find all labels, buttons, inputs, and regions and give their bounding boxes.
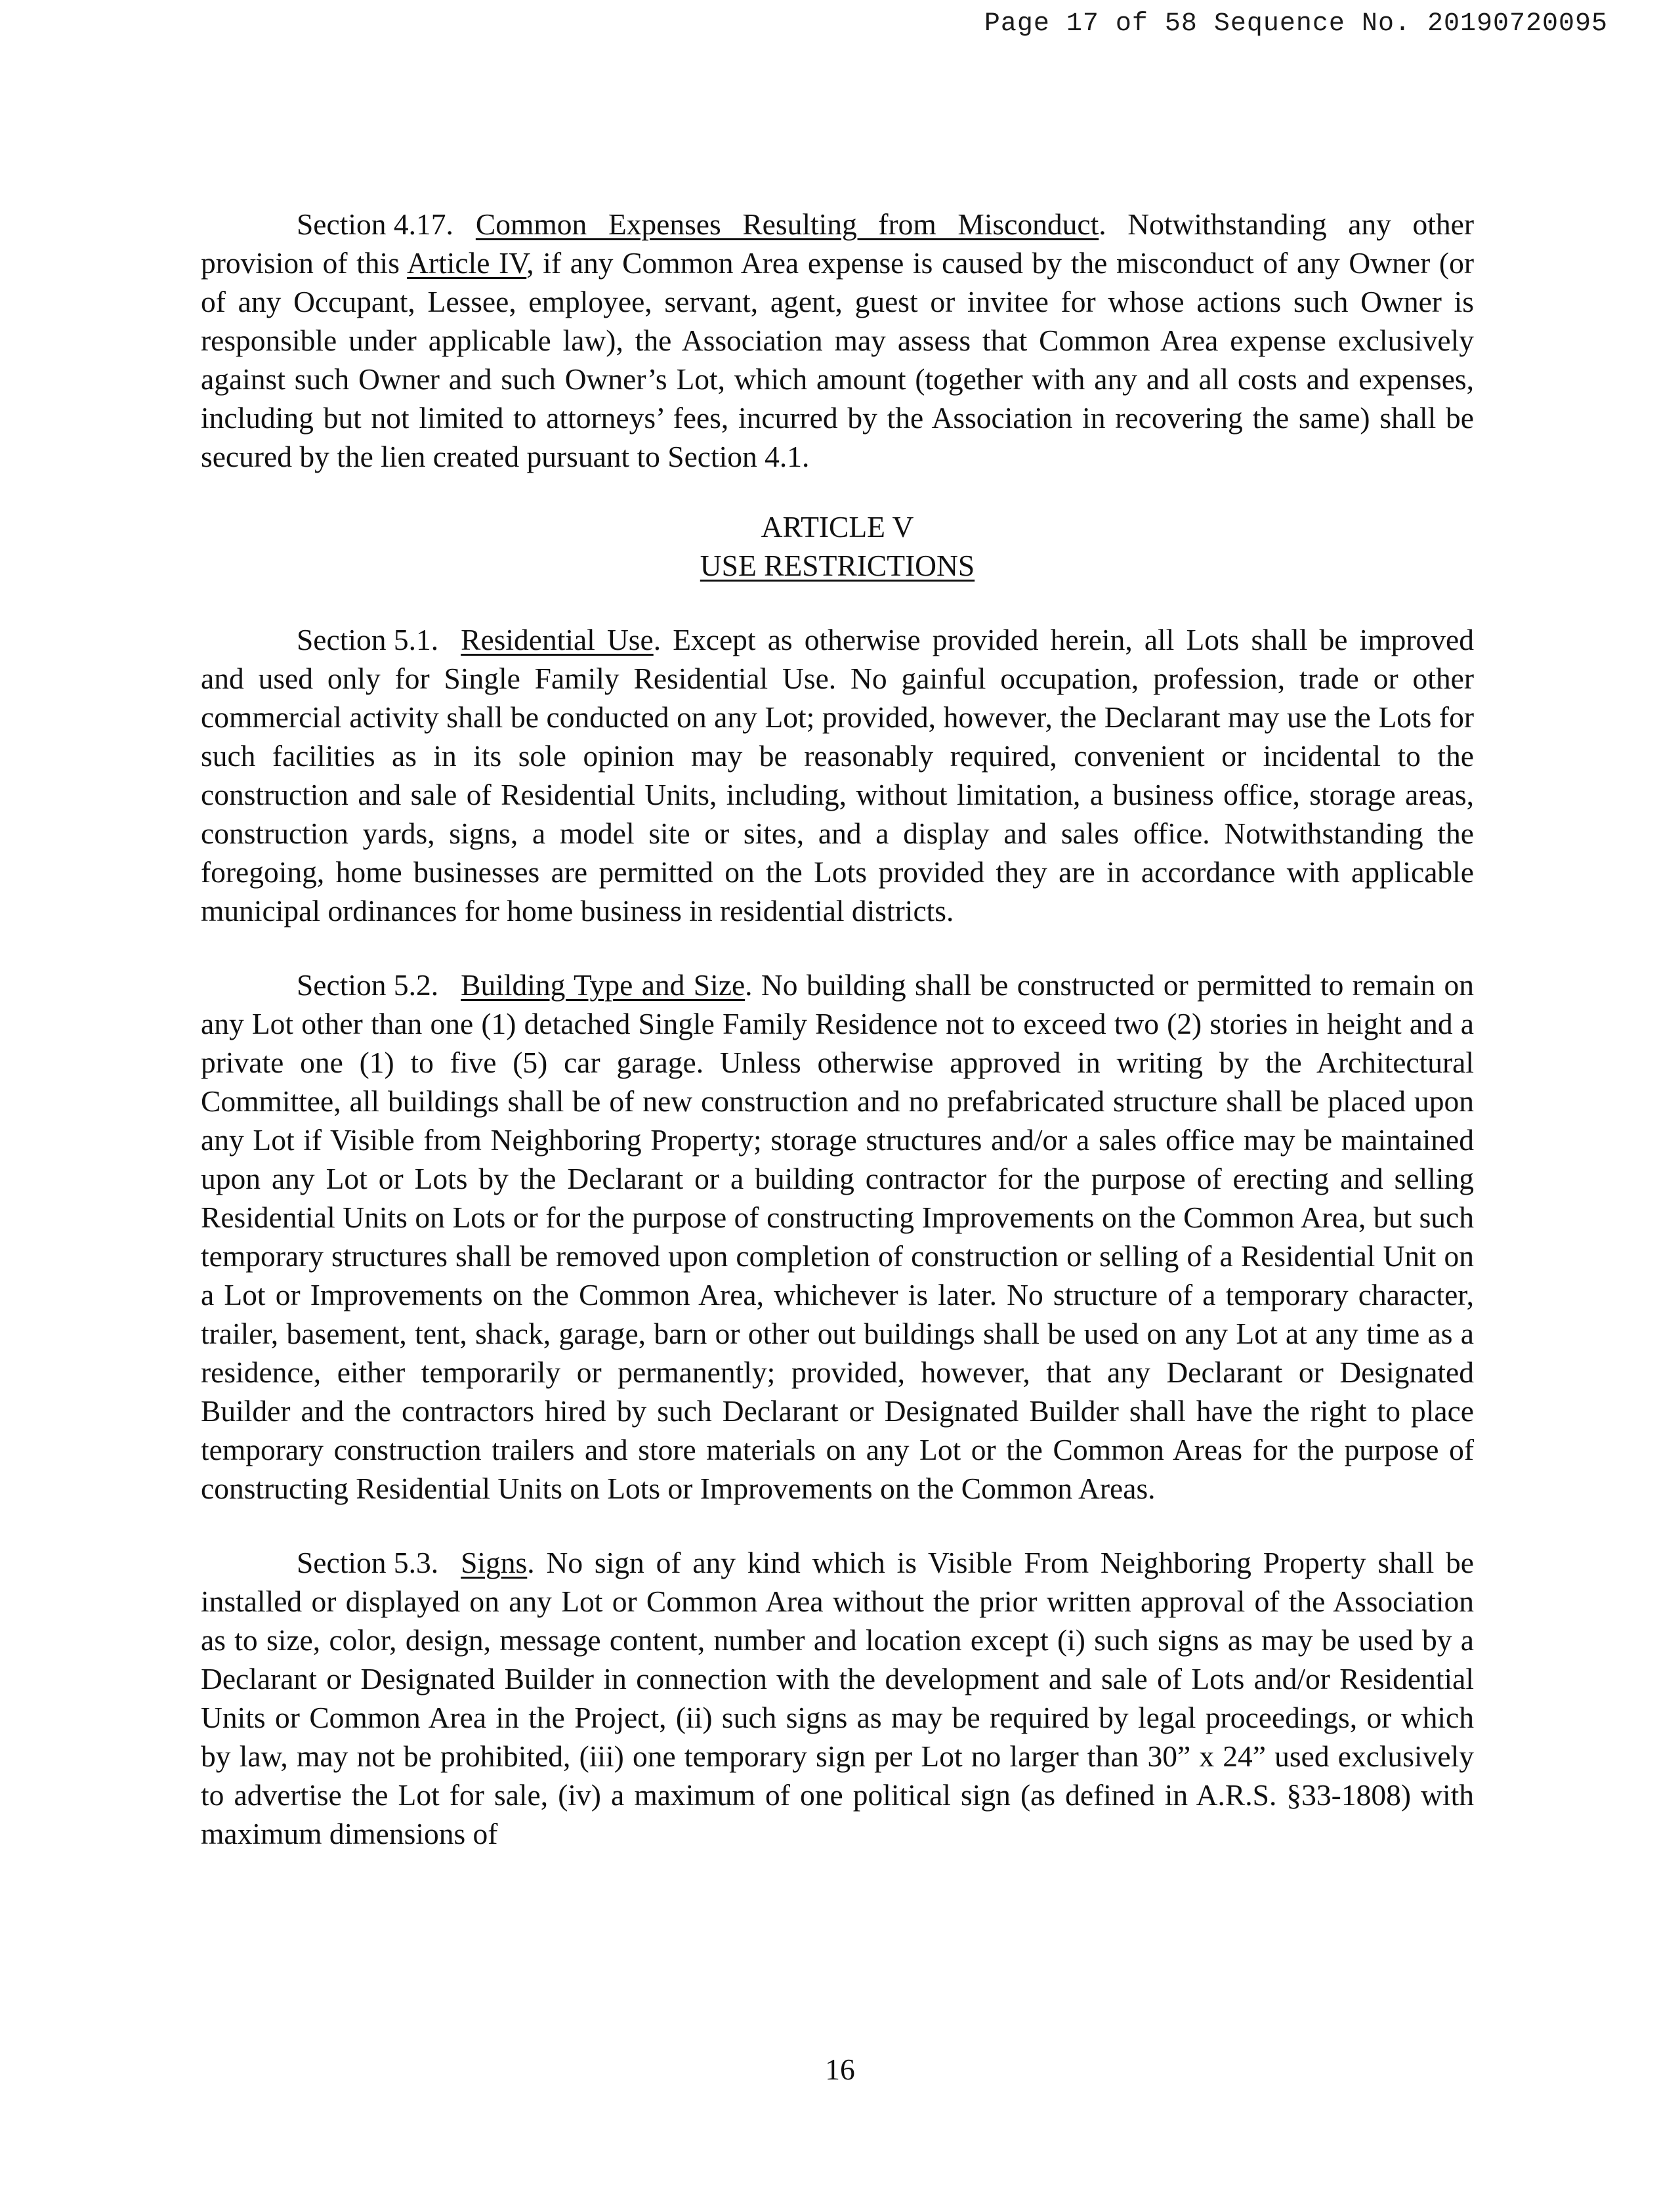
section-number: Section 5.3. xyxy=(297,1546,439,1579)
article-heading xyxy=(201,507,1474,585)
section-4-17 xyxy=(201,205,1474,476)
section-5-3 xyxy=(201,1543,1474,1853)
section-text: . Notwithstanding any other provision of this xyxy=(201,207,1474,280)
section-title: Common Expenses Resulting from Misconduct xyxy=(475,207,1099,241)
section-text: . No building shall be constructed or permitted to remain on any Lot other than one (1) detached Single Family Residence not to exceed two (2) stories in height and a private one (1) to five (5) car garage. Unless otherwise approved in writing by the Architectural Committee, all buildings shall be of new construction and no prefabricated structure shall be placed upon any Lot if Visible from Neighboring Property; storage structures and/or a sales office may be maintained upon any Lot or Lots by the Declarant or a building contractor for the purpose of erecting and selling Residential Units on Lots or for the purpose of constructing Improvements on the Common Area, but such temporary structures shall be removed upon completion of construction or selling of a Residential Unit on a Lot or Improvements on the Common Area, whichever is later. No structure of a temporary character, trailer, basement, tent, shack, garage, barn or other out buildings shall be used on any Lot at any time as a residence, either temporarily or permanently; provided, however, that any Declarant or Designated Builder and the contractors hired by such Declarant or Designated Builder shall have the right to place temporary construction trailers and store materials on any Lot or the Common Areas for the purpose of constructing Residential Units on Lots or Improvements on the Common Areas. xyxy=(201,968,1474,1505)
section-number: Section 5.2. xyxy=(297,968,439,1002)
section-5-1 xyxy=(201,620,1474,930)
article-label: ARTICLE V xyxy=(761,510,914,543)
section-text: , if any Common Area expense is caused by the misconduct of any Owner (or of any Occupant, Lessee, employee, servant, agent, guest or invitee for whose actions such Owner is responsible under applicable law), the Association may assess that Common Area expense exclusively against such Owner and such Owner’s Lot, which amount (together with any and all costs and expenses, including but not limited to attorneys’ fees, incurred by the Association in recovering the same) shall be secured by the lien created pursuant to Section 4.1. xyxy=(201,246,1474,473)
section-text: . Except as otherwise provided herein, all Lots shall be improved and used only for Single Family Residential Use. No gainful occupation, profession, trade or other commercial activity shall be conducted on any Lot; provided, however, the Declarant may use the Lots for such facilities as in its sole opinion may be reasonably required, convenient or incidental to the construction and sale of Residential Units, including, without limitation, a business office, storage areas, construction yards, signs, a model site or sites, and a display and sales office. Notwithstanding the foregoing, home businesses are permitted on the Lots provided they are in accordance with applicable municipal ordinances for home business in residential districts. xyxy=(201,623,1474,927)
section-title: Signs xyxy=(461,1546,528,1579)
article-title: USE RESTRICTIONS xyxy=(700,549,975,582)
page-number: 16 xyxy=(825,2053,855,2086)
section-text: . No sign of any kind which is Visible From Neighboring Property shall be installed or displayed on any Lot or Common Area without the prior written approval of the Association as to size, color, design, message content, number and location except (i) such signs as may be used by a Declarant or Designated Builder in connection with the development and sale of Lots and/or Residential Units or Common Area in the Project, (ii) such signs as may be required by legal proceedings, or which by law, may not be prohibited, (iii) one temporary sign per Lot no larger than 30” x 24” used exclusively to advertise the Lot for sale, (iv) a maximum of one political sign (as defined in A.R.S. §33-1808) with maximum dimensions of xyxy=(201,1546,1474,1850)
page-header: Page 17 of 58 Sequence No. 20190720095 xyxy=(984,9,1608,39)
section-number: Section 4.17. xyxy=(297,207,453,241)
section-number: Section 5.1. xyxy=(297,623,439,656)
section-title: Residential Use xyxy=(461,623,654,656)
section-5-2 xyxy=(201,966,1474,1508)
document-body xyxy=(201,205,1474,1888)
section-title: Building Type and Size xyxy=(461,968,746,1002)
article-reference: Article IV xyxy=(407,246,527,280)
